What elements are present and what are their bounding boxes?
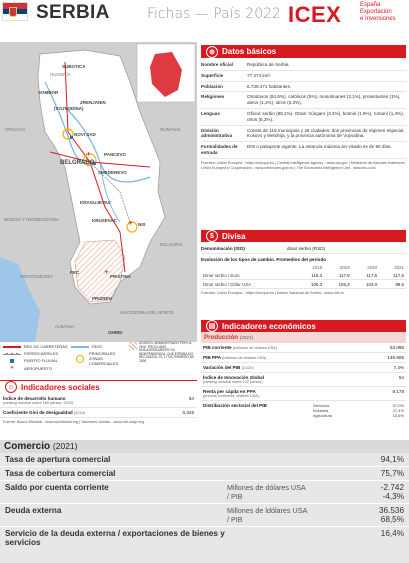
row-key: División administrativa — [201, 127, 233, 139]
row-value: dinar serbio (RSD) — [287, 246, 326, 251]
sociales-section — [0, 394, 197, 426]
svg-text:✈: ✈ — [104, 270, 110, 276]
exchange-rate-table — [201, 264, 406, 289]
map-label-city: PEC — [70, 270, 80, 275]
row-value: 7,4% — [393, 365, 404, 370]
sources-note: Fuentes: Unión Europea - https://europa.eu | Central Intelligence Agency - www.cia.gov | Ministerio de Asuntos exteriores, Unión Europea y Cooperación - www.exteriores.gob.es | The Economist Intelligence Unit - www.eiu.com — [201, 160, 406, 170]
row-key: Denominación (ISO) — [201, 246, 245, 251]
table-row — [201, 126, 406, 143]
map-label-city: NIS — [138, 222, 146, 227]
row-key: Formalidades de entrada — [201, 144, 238, 155]
legend-label: FERROCARRILES — [24, 351, 59, 356]
produccion-label: Producción — [204, 334, 239, 341]
row-value: 68,5% — [380, 515, 404, 524]
year-header: 2021 — [394, 265, 404, 270]
table-row — [0, 467, 409, 481]
table-row — [0, 527, 409, 549]
table-row — [0, 408, 197, 418]
row-value: 94,1% — [380, 455, 404, 464]
row-value: 63.068 — [389, 345, 404, 350]
icex-logo — [288, 2, 341, 28]
row-value: 0,345 — [182, 410, 194, 415]
legend-item — [129, 342, 195, 364]
produccion-year: (2021) — [239, 335, 254, 340]
row-value: 36.536 — [378, 506, 404, 515]
cell: 117,6 — [352, 271, 380, 280]
row-unit: Millones de dólares USA — [227, 483, 306, 492]
map-label-city: NOVI SAD — [74, 132, 96, 137]
row-note: (2019) — [73, 411, 85, 415]
row-value: 54 — [398, 375, 404, 380]
legend-label: PRINCIPALES ZONAS COMERCIALES — [89, 351, 119, 366]
produccion-bar — [201, 332, 406, 343]
table-row — [201, 271, 406, 280]
map-label-city: SMEDEREVO — [98, 170, 127, 175]
row-value: Consta de 119 municipios y 26 ciudades; dos provincias de régimen especial, Kosovo y Metohija, y la provincia autónoma de Vojvodina. — [247, 127, 405, 139]
year-header: 2019 — [339, 265, 350, 270]
row-key: Variación del PIB — [203, 365, 241, 370]
logo-sub-line: e Inversiones — [360, 16, 396, 22]
currency-icon: $ — [206, 230, 218, 242]
people-icon: ☺ — [5, 381, 17, 393]
row-key: Índice de desarrollo humano — [3, 396, 66, 401]
table-row — [201, 109, 406, 126]
section-title: Indicadores económicos — [222, 321, 316, 331]
info-icon: ⊕ — [206, 46, 218, 58]
table-header-row — [201, 264, 406, 271]
row-value: Oficial: serbio (88,1%). Otras: húngaro (3,4%), bosnio (1,9%), romaní (1,4%), otros (5,2%). — [247, 110, 405, 122]
sociales-header — [0, 380, 197, 393]
svg-text:✈: ✈ — [128, 221, 134, 227]
cell: 103,0 — [352, 280, 380, 289]
row-key: Población — [201, 83, 223, 89]
row-key: Servicio de la deuda externa / exportaciones de bienes y servicios — [5, 529, 225, 547]
table-row — [201, 82, 406, 93]
table-row — [0, 504, 409, 527]
row-label: Dinar serbio / Euro — [201, 271, 297, 280]
legend-item — [71, 344, 102, 349]
datos-basicos-table — [201, 60, 406, 170]
table-row — [201, 60, 406, 71]
table-row — [201, 363, 406, 373]
table-row — [201, 343, 406, 353]
comercio-title — [0, 440, 409, 453]
sources-note: Fuentes: Unión Europea - https://europa.eu | Banco Nacional de Serbia - www.nbs.rs — [201, 291, 344, 295]
legend-item — [3, 358, 58, 363]
logo-sub-line: España — [360, 2, 381, 8]
country-title: SERBIA — [36, 2, 110, 23]
cell: 118,3 — [297, 271, 325, 280]
row-note: (millones de dólares USA) — [232, 346, 277, 350]
row-key: Deuda externa — [5, 506, 62, 515]
row-value: 146.685 — [387, 355, 404, 360]
logo-text: ICEX — [288, 2, 342, 27]
country-map — [0, 42, 197, 432]
legend-label: RÍOS — [92, 344, 102, 349]
cell: 117,9 — [324, 271, 352, 280]
table-row — [201, 353, 406, 363]
row-key: Distribución sectorial del PIB — [203, 403, 267, 408]
distribucion-row — [201, 401, 406, 421]
chart-icon: ▤ — [206, 320, 218, 332]
section-title: Divisa — [222, 231, 246, 241]
map-label-city: SOMBOR — [38, 90, 59, 95]
cell: 105,3 — [324, 280, 352, 289]
map-label-country: BULGARIA — [160, 242, 183, 247]
row-key: Nombre oficial — [201, 62, 233, 67]
row-note: (ranking mundial sobre 132 países) — [203, 380, 263, 384]
row-key: PIB corriente — [203, 345, 232, 350]
row-note: (ranking mundial sobre 189 países, 2020) — [3, 401, 74, 405]
map-label-city: KRAGUJEVAC — [80, 200, 112, 205]
map-label-country: HUNGRÍA — [50, 72, 71, 77]
economicos-header — [201, 320, 406, 332]
divisa-section — [201, 243, 406, 296]
row-unit: / PIB — [227, 492, 243, 501]
legend-label: PUERTO FLUVIAL — [24, 358, 58, 363]
row-key: Lenguas — [201, 110, 220, 116]
table-row — [0, 453, 409, 467]
sector-name: Industria — [313, 408, 329, 414]
row-unit: / PIB — [227, 515, 243, 524]
cell: 117,6 — [379, 271, 406, 280]
comercio-section — [0, 440, 409, 563]
svg-text:✈: ✈ — [86, 152, 92, 158]
year-header: 2018 — [312, 265, 323, 270]
map-label-country: MONTENEGRO — [20, 274, 53, 279]
table-row — [201, 280, 406, 289]
table-row — [201, 92, 406, 109]
map-label-city: OHRID — [108, 330, 123, 335]
sector-name: Servicios — [313, 403, 330, 408]
sources-note: Fuente: Banco Mundial - www.worldbank.org | Naciones Unidas - www.hdr.undp.org — [3, 420, 144, 424]
page-header — [0, 0, 409, 40]
row-note: (millones de dólares USA) — [222, 356, 267, 360]
row-label: Dinar serbio / Dólar USA — [201, 280, 297, 289]
legend-label: KOSOVO, ADMINISTRADO POR LA ONU. PROCLAMÓ UNILATERALMENTE SU INDEPENDENCIA, QUE ESPAÑA NO RECONOCE, EL 17 DE FEBRERO DE 2008 — [139, 341, 195, 363]
map-legend — [3, 342, 198, 380]
row-key: Tasa de apertura comercial — [5, 455, 111, 464]
row-unit: Millones de ldólares USA — [227, 506, 308, 515]
row-value: 77.474 km². — [247, 72, 272, 78]
map-label-city: (VOJVODINA) — [54, 106, 84, 111]
row-value: 64 — [188, 396, 194, 401]
row-value: DNI o pasaporte vigente. La estancia máxima sin visado es de 90 días. — [247, 144, 392, 150]
row-value: 6.739.471 habitantes. — [247, 83, 292, 89]
map-label-country: RUMANÍA — [160, 127, 181, 132]
table-row — [201, 71, 406, 82]
row-value: Ortodoxos (84,6%), católicos (5%), musulmanes (3,1%), protestantes (1%), ateos (1,1%), otros (5,3%). — [247, 94, 401, 106]
map-label-country: MACEDONIA DEL NORTE — [120, 310, 174, 315]
sector-value: 15,6% — [392, 413, 404, 419]
legend-item — [3, 351, 58, 356]
row-key: Renta per cápita en PPA — [203, 389, 256, 394]
map-label-city: PRIZREN — [92, 296, 112, 301]
table-row — [201, 142, 406, 159]
cell: 100,3 — [297, 280, 325, 289]
sector-name: Agricultura — [313, 413, 333, 419]
year-header: 2020 — [367, 265, 378, 270]
map-label-country: CROACIA — [5, 127, 26, 132]
table-row — [201, 373, 406, 387]
exchange-subtitle: Evolución de los tipos de cambio. Promedios del periodo — [201, 257, 327, 262]
divisa-header — [201, 230, 406, 242]
row-value: 9.178 — [392, 389, 404, 394]
row-value: 16,4% — [380, 529, 404, 538]
datos-basicos-header — [201, 45, 406, 58]
section-title: Datos básicos — [222, 47, 277, 56]
map-label-city: BELGRADO — [60, 160, 95, 166]
sector-item — [313, 413, 404, 418]
cell: 99,5 — [379, 280, 406, 289]
map-label-city: KRUSEVAC — [92, 218, 117, 223]
sector-value: 27,4% — [392, 408, 404, 414]
legend-item — [71, 351, 127, 366]
row-note: (precios corrientes, dólares USA) — [203, 394, 259, 398]
map-label-country: BOSNIA Y HERZEGOVINA — [4, 217, 59, 222]
row-key: Índice de Innovación Global — [203, 375, 265, 380]
legend-label: RED DE CARRETERAS — [24, 344, 68, 349]
map-label-city: ZRENJANIN — [80, 100, 106, 105]
table-row — [0, 394, 197, 408]
logo-sub-line: Exportación — [360, 9, 392, 15]
row-key: PIB PPA — [203, 355, 221, 360]
legend-item: ✈ AEROPUERTO — [9, 365, 52, 371]
row-value: 75,7% — [380, 469, 404, 478]
row-note: (21/20) — [241, 366, 254, 370]
row-key: Coeficiente Gini de desigualdad — [3, 410, 73, 415]
map-label-country: ALBANIA — [55, 324, 75, 329]
denominacion-row — [201, 243, 406, 254]
section-year: (2021) — [52, 441, 78, 451]
row-key: Superficie — [201, 72, 224, 78]
row-value: -2.742 — [380, 483, 404, 492]
map-label-city: PANCEVO — [104, 152, 126, 157]
map-label-city: PRISTINA — [110, 274, 132, 279]
legend-label: AEROPUERTO — [24, 365, 52, 371]
legend-item — [3, 344, 68, 349]
map-label-city: SUBOTICA — [62, 64, 86, 69]
row-key: Saldo por cuenta corriente — [5, 483, 109, 492]
sector-list — [313, 403, 404, 419]
row-value: -4,3% — [382, 492, 404, 501]
serbia-flag-icon — [2, 2, 28, 21]
table-row — [201, 387, 406, 401]
economicos-section — [201, 332, 406, 421]
row-key: Religiones — [201, 94, 225, 100]
series-title: Fichas — País 2022 — [147, 6, 281, 22]
table-row — [0, 481, 409, 504]
section-title: Comercio — [4, 441, 51, 452]
section-title: Indicadores sociales — [21, 382, 100, 392]
row-value: República de Serbia. — [247, 62, 290, 67]
logo-subtitle — [360, 2, 408, 23]
row-key: Tasa de cobertura comercial — [5, 469, 116, 478]
sector-value: 57,0% — [392, 403, 404, 408]
